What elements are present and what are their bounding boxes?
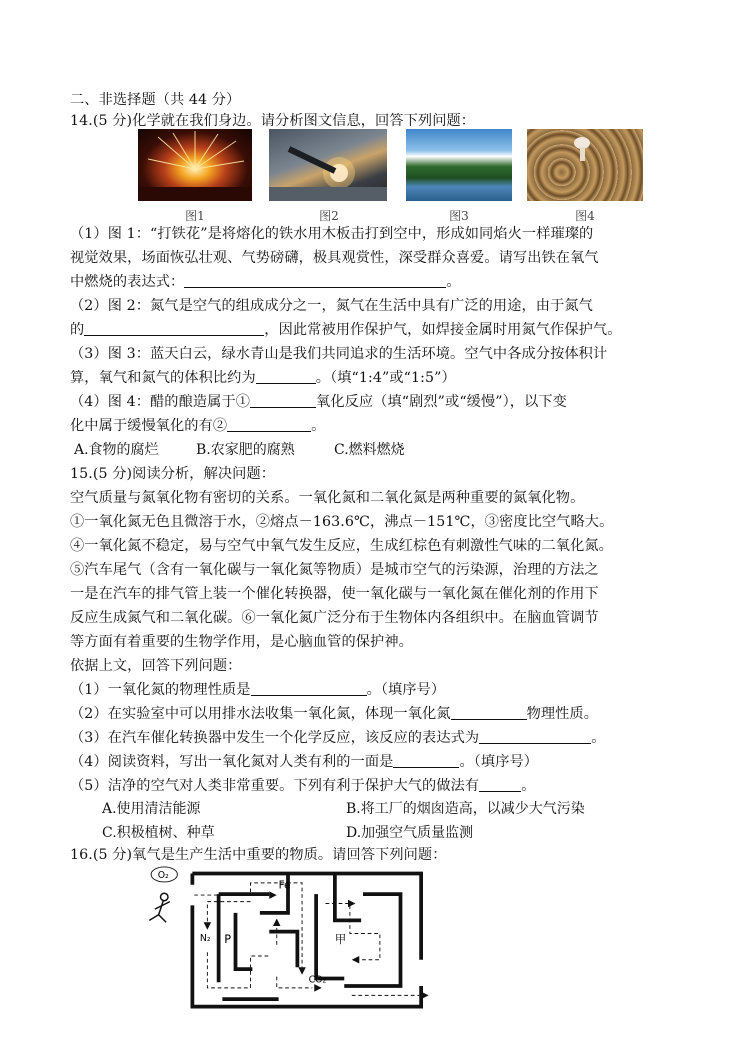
fe-label: Fe [278,879,291,892]
q15-reading: ④一氧化氮不稳定，易与空气中氧气发生反应，生成红棕色有刺激性气味的二氧化氮。 [70,538,613,554]
q15-s5-text: （5）洁净的空气对人类非常重要。下列有利于保护大气的做法有 [70,778,480,794]
q14-p3-text-end: 。（填“1:4”或“1:5”） [315,370,456,386]
figure-caption: 图1 [185,209,205,223]
q15-reading: 空气质量与氮氧化物有密切的关系。一氧化氮和二氧化氮是两种重要的氮氧化物。 [70,490,585,506]
q15-s3-text: （3）在汽车催化转换器中发生一个化学反应，该反应的表达式为 [70,730,480,746]
n2-label: N₂ [199,933,211,944]
figure-caption: 图4 [575,209,595,223]
q15-s3 [70,728,605,748]
q15-s4-end: 。（填序号） [459,754,539,770]
answer-blank[interactable] [84,321,264,336]
q15-s4-text: （4）阅读资料，写出一氧化氮对人类有利的一面是 [70,754,394,770]
sparks-icon [138,129,252,201]
figure-caption: 图2 [319,209,339,223]
q14-p3-line2 [70,368,456,388]
q15-s3-end: 。 [591,730,606,746]
q14-p2-text: 的 [70,322,85,338]
iron-flower-photo [138,129,252,201]
q15-basis: 依据上文，回答下列问题： [70,658,242,674]
q15-reading: 反应生成氮气和二氧化碳。⑥一氧化氮广泛分布于生物体内各组织中。在脑血管调节 [70,610,599,626]
q16-stem: 16.(5 分)氧气是生产生活中重要的物质。请回答下列问题： [70,847,447,863]
q14-p4-line2 [70,416,325,436]
answer-blank[interactable] [250,393,316,408]
jia-label: 甲 [334,932,347,946]
q15-option-b[interactable]: B.将工厂的烟囱造高，以减少大气污染 [346,801,585,817]
answer-blank[interactable] [479,729,591,744]
q14-p2-line1: （2）图 2：氮气是空气的组成成分之一，氮气在生活中具有广泛的用途，由于氮气 [70,298,593,314]
answer-blank[interactable] [227,417,311,432]
punct: 。 [446,274,461,290]
answer-blank[interactable] [451,705,527,720]
q14-figures [138,129,643,223]
q15-s1-end: 。（填序号） [366,682,446,698]
q14-p1-line3 [70,272,461,292]
punct: 。 [311,418,326,434]
q14-p3-line1: （3）图 3：蓝天白云，绿水青山是我们共同追求的生活环境。空气中各成分按体积计 [70,346,608,362]
section-title: 二、非选择题（共 44 分） [70,92,241,108]
q15-option-d[interactable]: D.加强空气质量监测 [346,825,474,841]
welding-torch-icon [269,129,387,201]
answer-blank[interactable] [184,273,446,288]
q14-p1-line2: 视觉效果，场面恢弘壮观、气势磅礴，极具观赏性，深受群众喜爱。请写出铁在氧气 [70,250,599,266]
q15-s2-end: 物理性质。 [526,706,599,722]
o2-label: O₂ [157,870,169,882]
q14-p2-text-end: ，因此常被用作保护气，如焊接金属时用氮气作保护气。 [264,322,622,338]
answer-blank[interactable] [393,753,459,768]
p-label: P [224,932,232,946]
vinegar-jars-photo [527,129,643,201]
q15-stem: 15.(5 分)阅读分析，解决问题： [70,466,276,482]
oxygen-maze-diagram [128,866,448,1016]
q14-option-a[interactable]: A.食物的腐烂 [74,442,159,458]
q15-reading: ①一氧化氮无色且微溶于水，②熔点－163.6℃，沸点－151℃，③密度比空气略大。 [70,514,614,530]
answer-blank[interactable] [256,369,316,384]
answer-blank[interactable] [479,777,521,792]
co2-label: CO₂ [308,974,327,986]
q15-s2 [70,704,598,724]
q15-s5-end: 。 [521,778,536,794]
q15-reading: 等方面有着重要的生物学作用，是心脑血管的保护神。 [70,634,413,650]
q14-p1-text: 中燃烧的表达式： [70,274,185,290]
q15-s5 [70,776,535,796]
q15-reading: 一是在汽车的排气管上装一个催化转换器，使一氧化碳与一氧化氮在催化剂的作用下 [70,586,599,602]
q15-s1 [70,680,445,700]
q15-s1-text: （1）一氧化氮的物理性质是 [70,682,251,698]
jar-lids-icon [527,129,643,201]
q14-p1-line1: （1）图 1：“打铁花”是将熔化的铁水用木板击打到空中，形成如同焰火一样璀璨的 [70,226,594,242]
q15-s2-text: （2）在实验室中可以用排水法收集一氧化氮，体现一氧化氮 [70,706,451,722]
q14-p3-text: 算，氧气和氮气的体积比约为 [70,370,256,386]
figure-caption: 图3 [449,209,469,223]
q15-s4 [70,752,538,772]
answer-blank[interactable] [251,681,367,696]
q14-option-b[interactable]: B.农家肥的腐熟 [196,442,295,458]
q14-option-c[interactable]: C.燃料燃烧 [334,442,405,458]
landscape-photo [406,129,512,201]
q14-stem: 14.(5 分)化学就在我们身边。请分析图文信息，回答下列问题： [70,113,476,129]
q15-option-a[interactable]: A.使用清洁能源 [102,801,201,817]
q14-p4-text: （4）图 4：醋的酿造属于① [70,394,251,410]
q14-p4-text-mid: 氧化反应（填“剧烈”或“缓慢”），以下变 [316,394,567,410]
q14-p4-line1 [70,392,567,412]
q15-option-c[interactable]: C.积极植树、种草 [102,825,215,841]
q14-p2-line2 [70,320,622,340]
welding-photo [269,129,387,201]
runner-icon [149,893,170,922]
q14-p4-text2: 化中属于缓慢氧化的有② [70,418,228,434]
q15-reading: ⑤汽车尾气（含有一氧化碳与一氧化氮等物质）是城市空气的污染源，治理的方法之 [70,562,599,578]
